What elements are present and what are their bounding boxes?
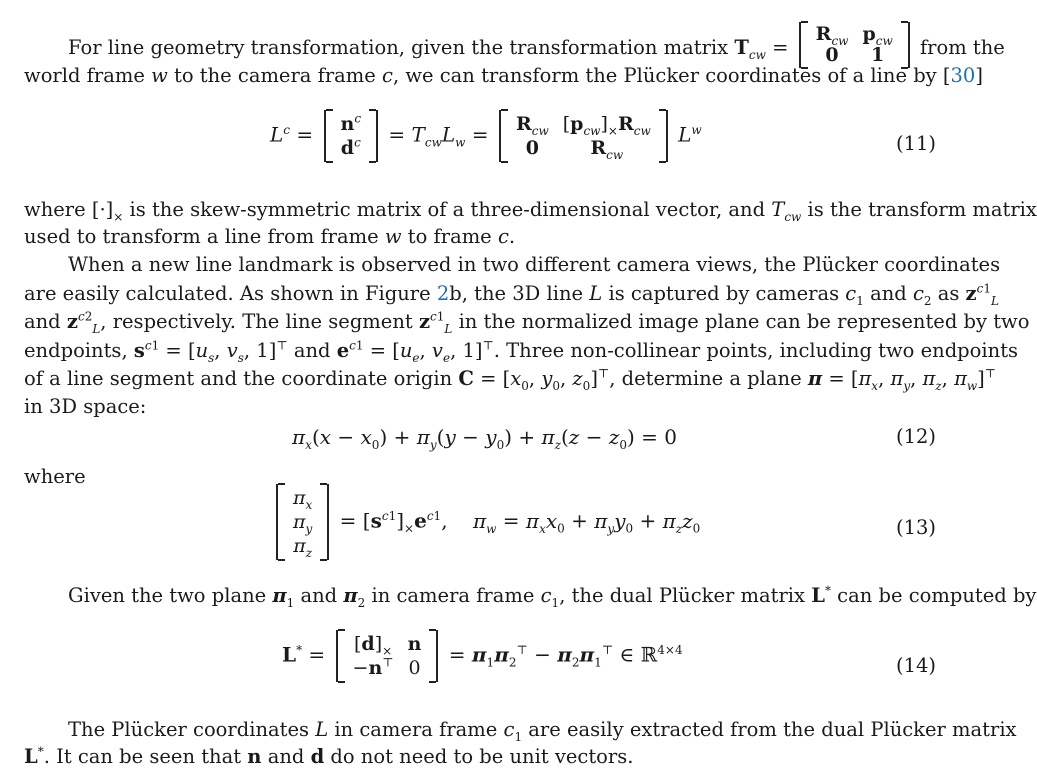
equation-number: (11) — [895, 132, 936, 155]
text-span: . It can be seen that — [43, 745, 242, 768]
text-span: where — [24, 465, 86, 488]
text-span: , we can transform the Plücker coordinates of a line by [ — [392, 64, 951, 87]
equation-13: $\pi_x$ $\pi_y$ $\pi_z$ = $[s^{c1}]_\times e^{c1}$, $\pi_w = \pi_xx_0 + \pi_yy_0 + \pi_zz_0$ — [272, 484, 700, 560]
text-line: where $[\cdot]_\times$ is the skew-symmetric matrix of a three-dimensional vector, and $T_{cw}$ is the transform matrix — [24, 198, 1037, 224]
text-line: endpoints, $s^{c1} = [u_s$, $v_s$, 1]⊤ and $e^{c1} = [u_e$, $v_e$, 1]⊤. Three non-collinear points, including two endpoints — [24, 338, 1019, 365]
text-span: , the dual Plücker matrix — [559, 584, 806, 607]
text-span: in camera frame — [371, 584, 535, 607]
text-span: and — [24, 310, 61, 333]
equation-number: (14) — [895, 654, 936, 677]
text-span: Given the two plane — [68, 584, 267, 607]
text-span: as — [937, 282, 960, 305]
text-line: used to transform a line from frame w to frame c. — [24, 225, 516, 248]
equation-number: (12) — [895, 425, 936, 448]
text-span: in 3D space: — [24, 395, 147, 418]
text-line: For line geometry transformation, given the transformation matrix $T_{cw}$ = $R_{cw}$ $p_{cw}$ 0 1 from the — [68, 23, 1005, 66]
text-line: and $z^{c2}_L$, respectively. The line segment $z^{c1}_L$ in the normalized image plane can be represented by two — [24, 309, 1030, 336]
transform-matrix: $R_{cw}$ $p_{cw}$ 0 1 — [799, 22, 910, 68]
equation-12: $\pi_x(x - x_0) + \pi_y(y - y_0) + \pi_z(z - z_0) = 0$ — [292, 425, 678, 452]
text-span: world frame — [24, 64, 145, 87]
equation-11: $L^c$ = $n^c$ $d^c$ = $T_{cw}L_w$ = $R_{cw}$ $[p_{cw}]_\times R_{cw}$ 0 $R_{cw}$ $L^w$ — [270, 111, 702, 162]
text-span: and — [293, 339, 331, 362]
text-span: are easily extracted from the dual Plücker matrix — [528, 718, 1017, 741]
equation-number: (13) — [895, 516, 936, 539]
citation-link[interactable]: 30 — [950, 64, 976, 87]
text-span: in camera frame — [334, 718, 498, 741]
text-line — [24, 467, 86, 487]
text-span: and — [267, 745, 305, 768]
text-span: of a line segment and the coordinate origin — [24, 367, 453, 390]
text-span: and — [300, 584, 338, 607]
text-span: can be computed by — [837, 584, 1037, 607]
text-line: of a line segment and the coordinate origin $C = [x_0$, $y_0$, $z_0]^⊤$, determine a plane $\pi = [\pi_x$, $\pi_y$, $\pi_z$, $\pi_w]^⊤$ — [24, 366, 997, 393]
text-span: , respectively. The line segment — [100, 310, 413, 333]
text-span: , determine a plane — [609, 367, 802, 390]
text-span: b, the 3D line — [449, 282, 584, 305]
text-span: do not need to be unit vectors. — [330, 745, 634, 768]
text-span: For line geometry transformation, given the transformation matrix — [68, 36, 729, 59]
text-span: used to transform a line from frame — [24, 225, 379, 248]
text-span: . Three non-collinear points, including two endpoints — [493, 339, 1019, 362]
equation-14: L* = $[d]_\times$ n −n⊤ 0 = $\pi_1\pi_2^⊤ - \pi_2\pi_1^⊤$ ∈ ℝ$^{4\times 4}$ — [282, 630, 683, 682]
text-line: The Plücker coordinates L in camera frame $c_1$ are easily extracted from the dual Plücker matrix — [68, 718, 1017, 744]
text-line: world frame w to the camera frame c, we can transform the Plücker coordinates of a line by [30] — [24, 64, 983, 87]
text-line — [24, 397, 146, 417]
text-span: is captured by cameras — [608, 282, 840, 305]
text-line: L*. It can be seen that n and d do not need to be unit vectors. — [24, 744, 634, 768]
text-line — [68, 255, 1000, 275]
text-span: endpoints, — [24, 339, 128, 362]
text-span: to frame — [407, 225, 492, 248]
text-line: Given the two plane $\pi_1$ and $\pi_2$ in camera frame $c_1$, the dual Plücker matrix L* can be computed by — [68, 583, 1037, 610]
figure-link[interactable]: 2 — [436, 282, 450, 305]
text-span: is the skew-symmetric matrix of a three-dimensional vector, and — [129, 198, 766, 221]
text-span: and — [870, 282, 907, 305]
text-span: When a new line landmark is observed in two different camera views, the Plücker coordinates — [68, 253, 1001, 276]
text-line: are easily calculated. As shown in Figure 2b, the 3D line L is captured by cameras $c_1$ and $c_2$ as $z^{c1}_L$ — [24, 281, 999, 308]
text-span: from the — [919, 36, 1005, 59]
text-span: are easily calculated. As shown in Figure — [24, 282, 431, 305]
text-span: is the transform matrix — [807, 198, 1037, 221]
text-span: The Plücker coordinates — [68, 718, 310, 741]
text-span: to the camera frame — [173, 64, 376, 87]
text-span: in the normalized image plane can be represented by two — [458, 310, 1030, 333]
